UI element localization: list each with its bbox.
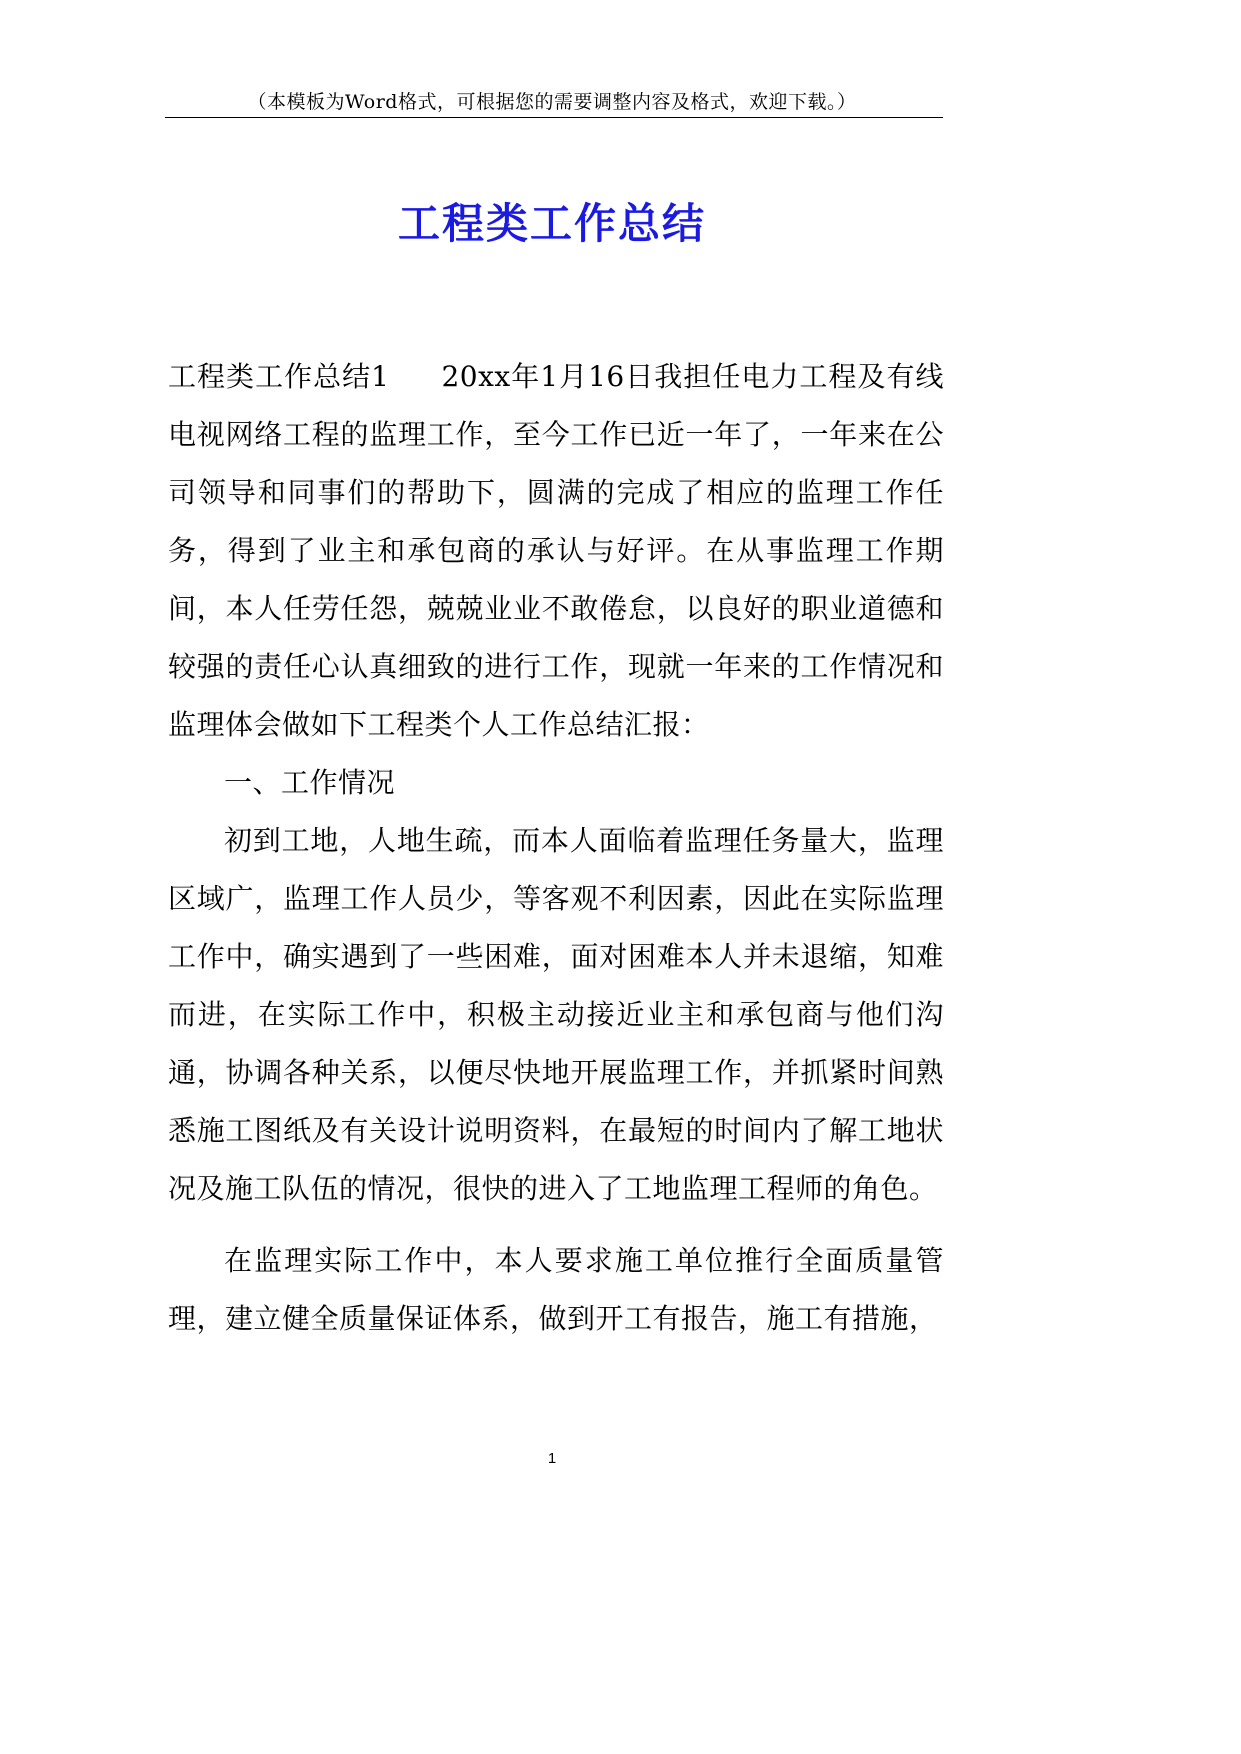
- document-title: 工程类工作总结: [397, 199, 706, 248]
- body-paragraph: 初到工地，人地生疏，而本人面临着监理任务量大，监理区域广，监理工作人员少，等客观不利因素，因此在实际监理工作中，确实遇到了一些困难，面对困难本人并未退缩，知难而进，在实际工作中，积极主动接近业主和承包商与他们沟通，协调各种关系，以便尽快地开展监理工作，并抓紧时间熟悉施工图纸及有关设计说明资料，在最短的时间内了解工地状况及施工队伍的情况，很快的进入了工地监理工程师的角色。: [168, 824, 944, 1205]
- section-heading: 一、工作情况: [224, 766, 396, 799]
- header-note: （本模板为Word格式，可根据您的需要调整内容及格式，欢迎下载。）: [247, 91, 857, 113]
- document-body: [168, 348, 944, 1348]
- intro-text: 20xx年1月16日我担任电力工程及有线电视网络工程的监理工作，至今工作已近一年了，一年来在公司领导和同事们的帮助下，圆满的完成了相应的监理工作任务，得到了业主和承包商的承认与好评。在从事监理工作期间，本人任劳任怨，兢兢业业不敢倦怠，以良好的职业道德和较强的责任心认真细致的进行工作，现就一年来的工作情况和监理体会做如下工程类个人工作总结汇报：: [168, 360, 944, 741]
- intro-label: 工程类工作总结1: [168, 360, 390, 393]
- intro-paragraph: [168, 348, 944, 754]
- header-divider: [165, 117, 943, 118]
- body-paragraph: 在监理实际工作中，本人要求施工单位推行全面质量管理，建立健全质量保证体系，做到开工有报告，施工有措施，: [168, 1244, 944, 1335]
- page-number: 1: [547, 1450, 557, 1467]
